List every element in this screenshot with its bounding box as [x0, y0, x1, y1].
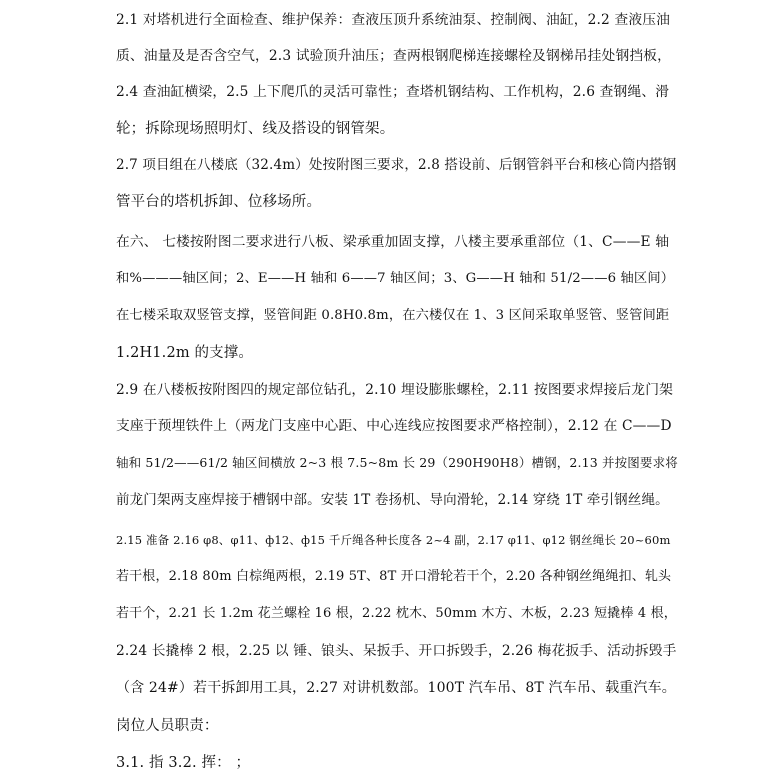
text-line: 和%———轴区间；2、E——H 轴和 6——7 轴区间；3、G——H 轴和 51/2——6 轴区间） — [116, 271, 675, 286]
text-line: 轮；拆除现场照明灯、线及搭设的钢管架。 — [116, 121, 395, 137]
text-line: （含 24#）若干拆卸用工具，2.27 对讲机数部。100T 汽车吊、8T 汽车吊、载重汽车。 — [116, 680, 676, 696]
text-line: 在六、 七楼按附图二要求进行八板、梁承重加固支撑，八楼主要承重部位（1、C——E 轴 — [116, 234, 670, 250]
text-line: 2.7 项目组在八楼底（32.4m）处按附图三要求，2.8 搭设前、后钢管斜平台和核心筒内搭钢 — [116, 157, 677, 173]
text-line: 轴和 51/2——61/2 轴区间横放 2~3 根 7.5~8m 长 29（290H90H8）槽钢，2.13 并按图要求将 — [116, 455, 678, 470]
text-line: 若干个，2.21 长 1.2m 花兰螺栓 16 根，2.22 枕木、50mm 木方、木板，2.23 短撬棒 4 根， — [116, 606, 677, 621]
text-line: 前龙门架两支座焊接于槽钢中部。安装 1T 卷扬机、导向滑轮，2.14 穿绕 1T 牵引钢丝绳。 — [116, 492, 669, 508]
text-line: 3.1. 指 3.2. 挥： ； — [116, 755, 251, 771]
text-line: 1.2H1.2m 的支撑。 — [116, 345, 254, 361]
text-line: 2.1 对塔机进行全面检查、维护保养：查液压顶升系统油泵、控制阀、油缸，2.2 查液压油 — [116, 12, 671, 28]
text-line: 岗位人员职责： — [116, 718, 219, 734]
text-line: 2.15 准备 2.16 φ8、φ11、ф12、ф15 千斤绳各种长度各 2~4 副，2.17 φ11、φ12 钢丝绳长 20~60m — [116, 533, 671, 547]
text-line: 2.24 长撬棒 2 根，2.25 以 锤、锒头、呆扳手、开口拆毁手，2.26 梅花扳手、活动拆毁手 — [116, 643, 677, 659]
text-line: 在七楼采取双竖管支撑，竖管间距 0.8H0.8m，在六楼仅在 1、3 区间采取单竖管、竖管间距 — [116, 308, 670, 323]
text-line: 管平台的塔机拆卸、位移场所。 — [116, 194, 322, 210]
text-line: 2.4 查油缸横梁，2.5 上下爬爪的灵活可靠性；查塔机钢结构、工作机构，2.6 查钢绳、滑 — [116, 84, 670, 100]
text-line: 2.9 在八楼板按附图四的规定部位钻孔，2.10 埋设膨胀螺栓，2.11 按图要求焊接后龙门架 — [116, 382, 674, 398]
text-line: 质、油量及是否含空气，2.3 试验顶升油压；查两根钢爬梯连接螺栓及钢梯吊挂处钢挡板， — [116, 48, 672, 64]
text-line: 若干根，2.18 80m 白棕绳两根，2.19 5T、8T 开口滑轮若干个，2.20 各种钢丝绳绳扣、轧头 — [116, 569, 672, 584]
text-line: 支座于预埋铁件上（两龙门支座中心距、中心连线应按图要求严格控制），2.12 在 C——D — [116, 418, 672, 434]
